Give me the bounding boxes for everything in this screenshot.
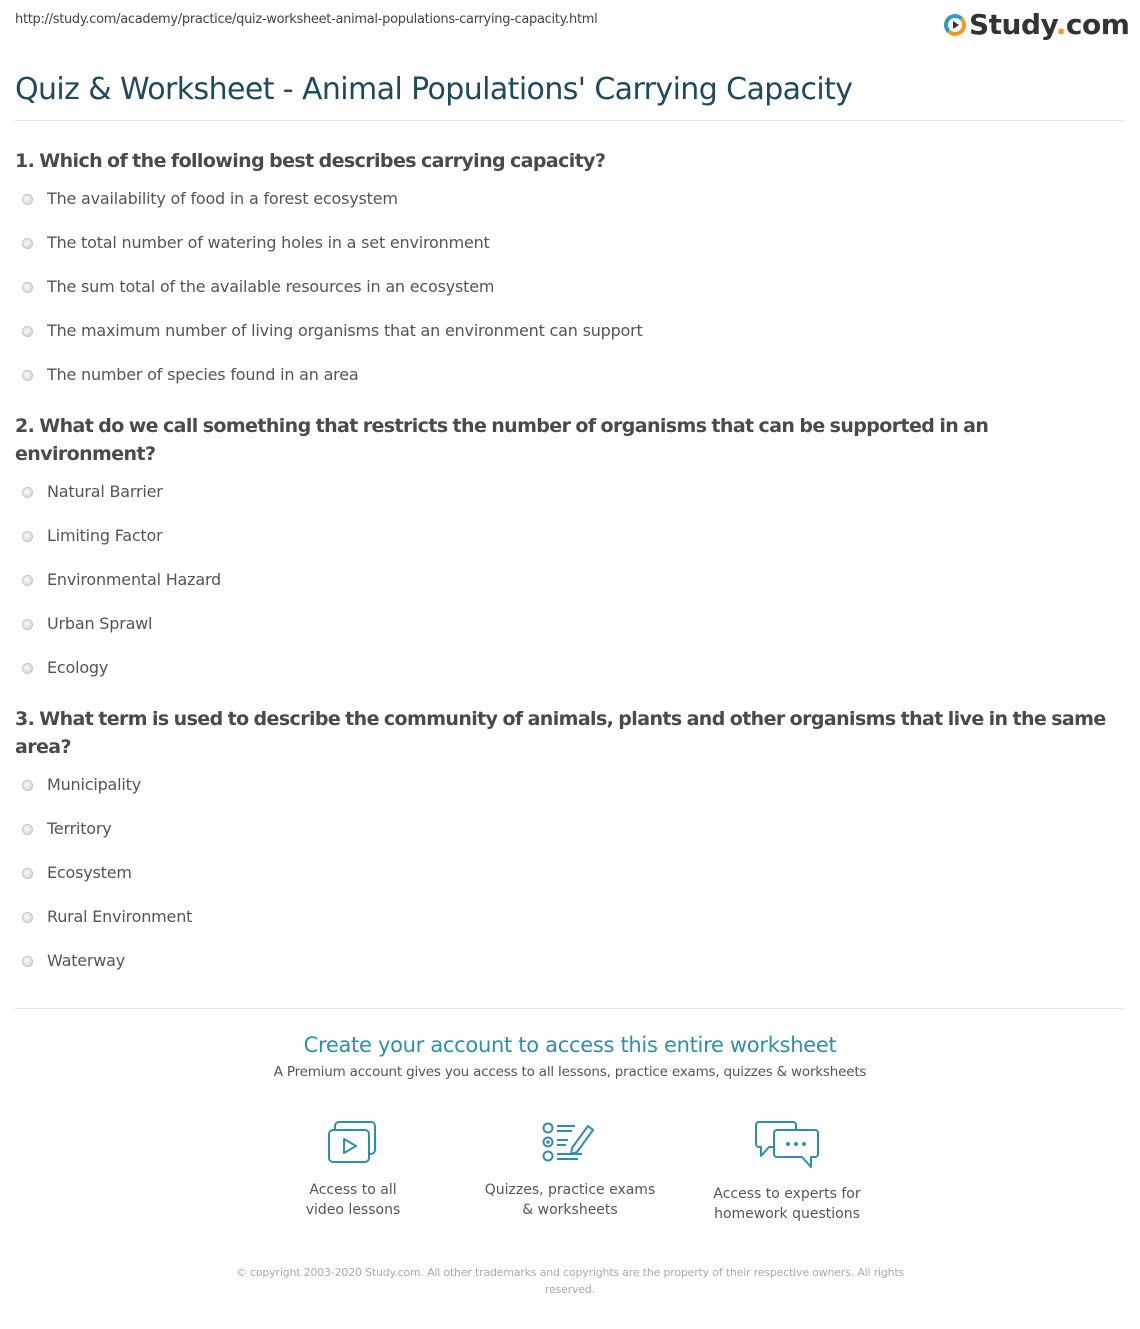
radio-button[interactable] — [22, 868, 33, 879]
question-2 — [15, 412, 1125, 679]
option-label: Rural Environment — [47, 907, 193, 926]
divider — [15, 1008, 1125, 1009]
radio-button[interactable] — [22, 487, 33, 498]
logo-word: Study — [969, 8, 1056, 41]
option-label: Ecology — [47, 658, 109, 677]
option-label: Natural Barrier — [47, 482, 163, 501]
create-account-link[interactable]: Create your account to access this entire worksheet — [303, 1033, 837, 1057]
quiz-checklist-icon — [542, 1120, 598, 1166]
top-bar — [0, 0, 1140, 60]
option-label: The total number of watering holes in a set environment — [47, 233, 490, 252]
logo-suffix: com — [1065, 8, 1130, 41]
answer-option[interactable] — [15, 320, 1125, 342]
feature-line: & worksheets — [522, 1202, 618, 1218]
answer-option[interactable] — [15, 569, 1125, 591]
radio-button[interactable] — [22, 780, 33, 791]
feature-experts — [687, 1120, 887, 1224]
option-label: Limiting Factor — [47, 526, 163, 545]
option-label: Environmental Hazard — [47, 570, 221, 589]
cta-subtitle: A Premium account gives you access to all lessons, practice exams, quizzes & worksheets — [273, 1064, 867, 1080]
study-logo[interactable] — [944, 8, 1129, 41]
answer-option[interactable] — [15, 364, 1125, 386]
radio-button[interactable] — [22, 326, 33, 337]
answer-options — [15, 481, 1125, 679]
question-1-title: 1. Which of the following best describes carrying capacity? — [15, 150, 606, 172]
answer-options — [15, 188, 1125, 386]
question-1 — [15, 147, 1125, 386]
option-label: Urban Sprawl — [47, 614, 153, 633]
cta-section — [0, 1031, 1140, 1224]
answer-option[interactable] — [15, 862, 1125, 884]
option-label: The availability of food in a forest ecosystem — [47, 189, 398, 208]
radio-button[interactable] — [22, 663, 33, 674]
feature-line: video lessons — [305, 1202, 401, 1218]
feature-line: Quizzes, practice exams — [484, 1182, 656, 1198]
question-3-title: 3. What term is used to describe the community of animals, plants and other organisms that live in the same area? — [15, 708, 1106, 758]
logo-text — [969, 8, 1129, 41]
option-label: Waterway — [47, 951, 126, 970]
radio-button[interactable] — [22, 575, 33, 586]
feature-list — [0, 1120, 1140, 1224]
feature-line: homework questions — [714, 1206, 860, 1222]
answer-option[interactable] — [15, 276, 1125, 298]
radio-button[interactable] — [22, 824, 33, 835]
answer-option[interactable] — [15, 188, 1125, 210]
answer-options — [15, 774, 1125, 972]
page-url: http://study.com/academy/practice/quiz-worksheet-animal-populations-carrying-capacity.html — [15, 12, 598, 27]
radio-button[interactable] — [22, 912, 33, 923]
question-2-title: 2. What do we call something that restricts the number of organisms that can be supported in an environment? — [15, 415, 989, 465]
radio-button[interactable] — [22, 531, 33, 542]
answer-option[interactable] — [15, 774, 1125, 796]
option-label: The number of species found in an area — [47, 365, 359, 384]
play-logo-icon — [944, 14, 966, 36]
divider — [15, 120, 1125, 121]
answer-option[interactable] — [15, 525, 1125, 547]
answer-option[interactable] — [15, 232, 1125, 254]
option-label: Municipality — [47, 775, 141, 794]
radio-button[interactable] — [22, 194, 33, 205]
radio-button[interactable] — [22, 238, 33, 249]
feature-quizzes — [470, 1120, 670, 1224]
answer-option[interactable] — [15, 657, 1125, 679]
chat-bubbles-icon — [755, 1120, 819, 1170]
copyright-notice: © copyright 2003-2020 Study.com. All other trademarks and copyrights are the property of their respective owners. All rights reserved. — [235, 1266, 905, 1296]
answer-option[interactable] — [15, 950, 1125, 972]
answer-option[interactable] — [15, 818, 1125, 840]
radio-button[interactable] — [22, 282, 33, 293]
answer-option[interactable] — [15, 906, 1125, 928]
question-3 — [15, 705, 1125, 972]
video-lessons-icon — [327, 1120, 379, 1166]
option-label: The maximum number of living organisms that an environment can support — [47, 321, 643, 340]
answer-option[interactable] — [15, 613, 1125, 635]
feature-line: Access to experts for — [713, 1186, 861, 1202]
answer-option[interactable] — [15, 481, 1125, 503]
radio-button[interactable] — [22, 370, 33, 381]
feature-video-lessons — [253, 1120, 453, 1224]
radio-button[interactable] — [22, 956, 33, 967]
question-list — [0, 147, 1140, 972]
page-title: Quiz & Worksheet - Animal Populations' Carrying Capacity — [15, 72, 853, 107]
logo-dot: . — [1055, 8, 1066, 41]
option-label: Territory — [47, 819, 112, 838]
option-label: Ecosystem — [47, 863, 132, 882]
radio-button[interactable] — [22, 619, 33, 630]
option-label: The sum total of the available resources in an ecosystem — [47, 277, 495, 296]
feature-line: Access to all — [309, 1182, 397, 1198]
